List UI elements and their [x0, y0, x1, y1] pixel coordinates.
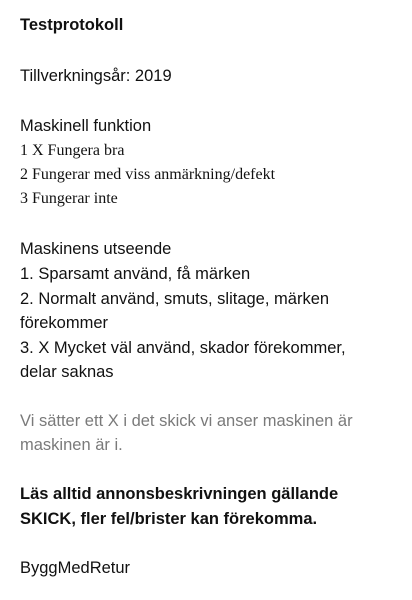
function-option-3: 3 Fungerar inte — [20, 190, 118, 207]
appearance-option-2: 2. Normalt använd, smuts, slitage, märken — [20, 290, 330, 308]
function-heading: Maskinell funktion — [20, 117, 152, 135]
appearance-option-3-continued: delar saknas — [20, 363, 114, 381]
grading-note-continued: maskinen är i. — [20, 436, 123, 454]
condition-warning: Läs alltid annonsbeskrivningen gällande — [20, 485, 339, 503]
appearance-option-1: 1. Sparsamt använd, få märken — [20, 265, 251, 283]
appearance-option-2-continued: förekommer — [20, 314, 109, 332]
document-title: Testprotokoll — [20, 16, 124, 34]
function-option-1: 1 X Fungera bra — [20, 142, 125, 159]
appearance-heading: Maskinens utseende — [20, 240, 172, 258]
manufacture-year: Tillverkningsår: 2019 — [20, 67, 172, 85]
appearance-option-3: 3. X Mycket väl använd, skador förekommer, — [20, 339, 346, 357]
company-signature: ByggMedRetur — [20, 559, 131, 577]
function-option-2: 2 Fungerar med viss anmärkning/defekt — [20, 166, 276, 183]
grading-note: Vi sätter ett X i det skick vi anser maskinen är — [20, 412, 353, 430]
condition-warning-continued: SKICK, fler fel/brister kan förekomma. — [20, 510, 318, 528]
